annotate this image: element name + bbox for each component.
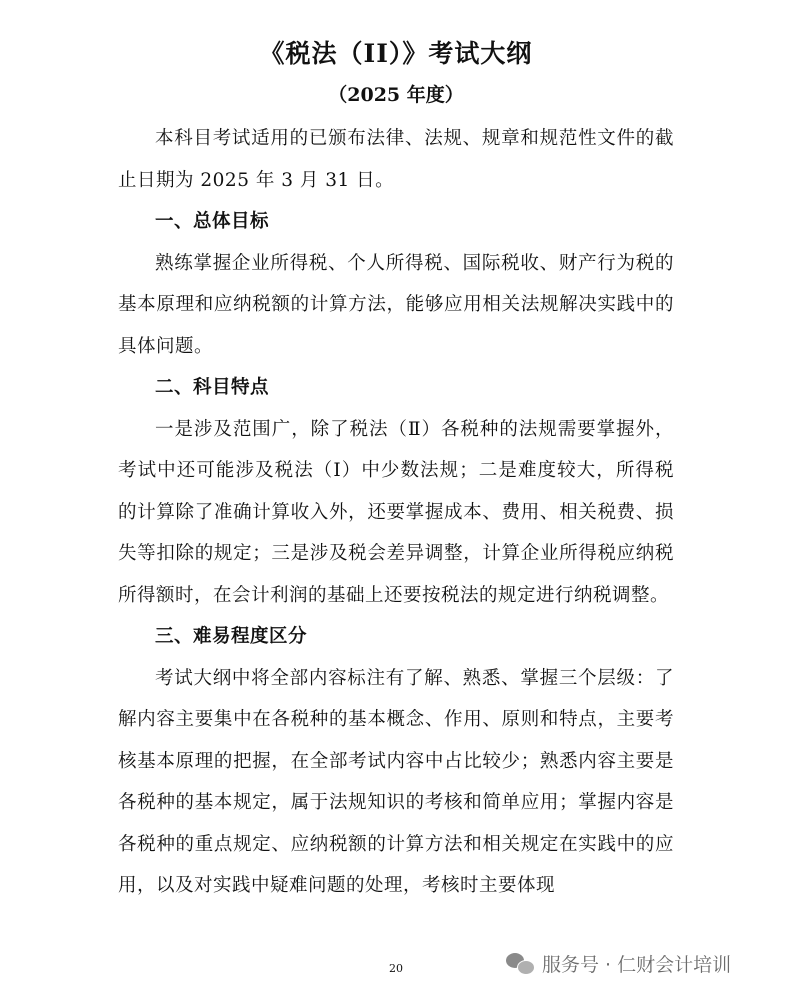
section-heading-features: 二、科目特点 xyxy=(155,377,270,398)
section-paragraph-features: 一是涉及范围广，除了税法（Ⅱ）各税种的法规需要掌握外，考试中还可能涉及税法（Ⅰ）中少数法规；二是难度较大，所得税的计算除了准确计算收入外，还要掌握成本、费用、相关税费、损失等扣除的规定；三是涉及税会差异调整，计算企业所得税应纳税所得额时，在会计利润的基础上还要按税法的规定进行纳税调整。 xyxy=(118,418,674,606)
section-heading-goals: 一、总体目标 xyxy=(155,211,270,232)
watermark-text: 服务号 · 仁财会计培训 xyxy=(542,953,732,976)
intro-paragraph: 本科目考试适用的已颁布法律、法规、规章和规范性文件的截止日期为 2025 年 3 月 31 日。 xyxy=(118,128,674,191)
page-number: 20 xyxy=(389,962,403,975)
section-heading-difficulty: 三、难易程度区分 xyxy=(155,626,308,647)
document-body xyxy=(118,118,674,907)
watermark xyxy=(506,946,731,980)
section-paragraph-goals: 熟练掌握企业所得税、个人所得税、国际税收、财产行为税的基本原理和应纳税额的计算方法，能够应用相关法规解决实践中的具体问题。 xyxy=(118,252,674,357)
wechat-icon xyxy=(506,951,534,975)
document-title: 《税法（II）》考试大纲 xyxy=(259,39,533,68)
section-paragraph-difficulty: 考试大纲中将全部内容标注有了解、熟悉、掌握三个层级：了解内容主要集中在各税种的基本概念、作用、原则和特点，主要考核基本原理的把握，在全部考试内容中占比较少；熟悉内容主要是各税种的基本规定，属于法规知识的考核和简单应用；掌握内容是各税种的重点规定、应纳税额的计算方法和相关规定在实践中的应用，以及对实践中疑难问题的处理，考核时主要体现 xyxy=(118,667,674,896)
document-subtitle: （2025 年度） xyxy=(328,84,464,106)
